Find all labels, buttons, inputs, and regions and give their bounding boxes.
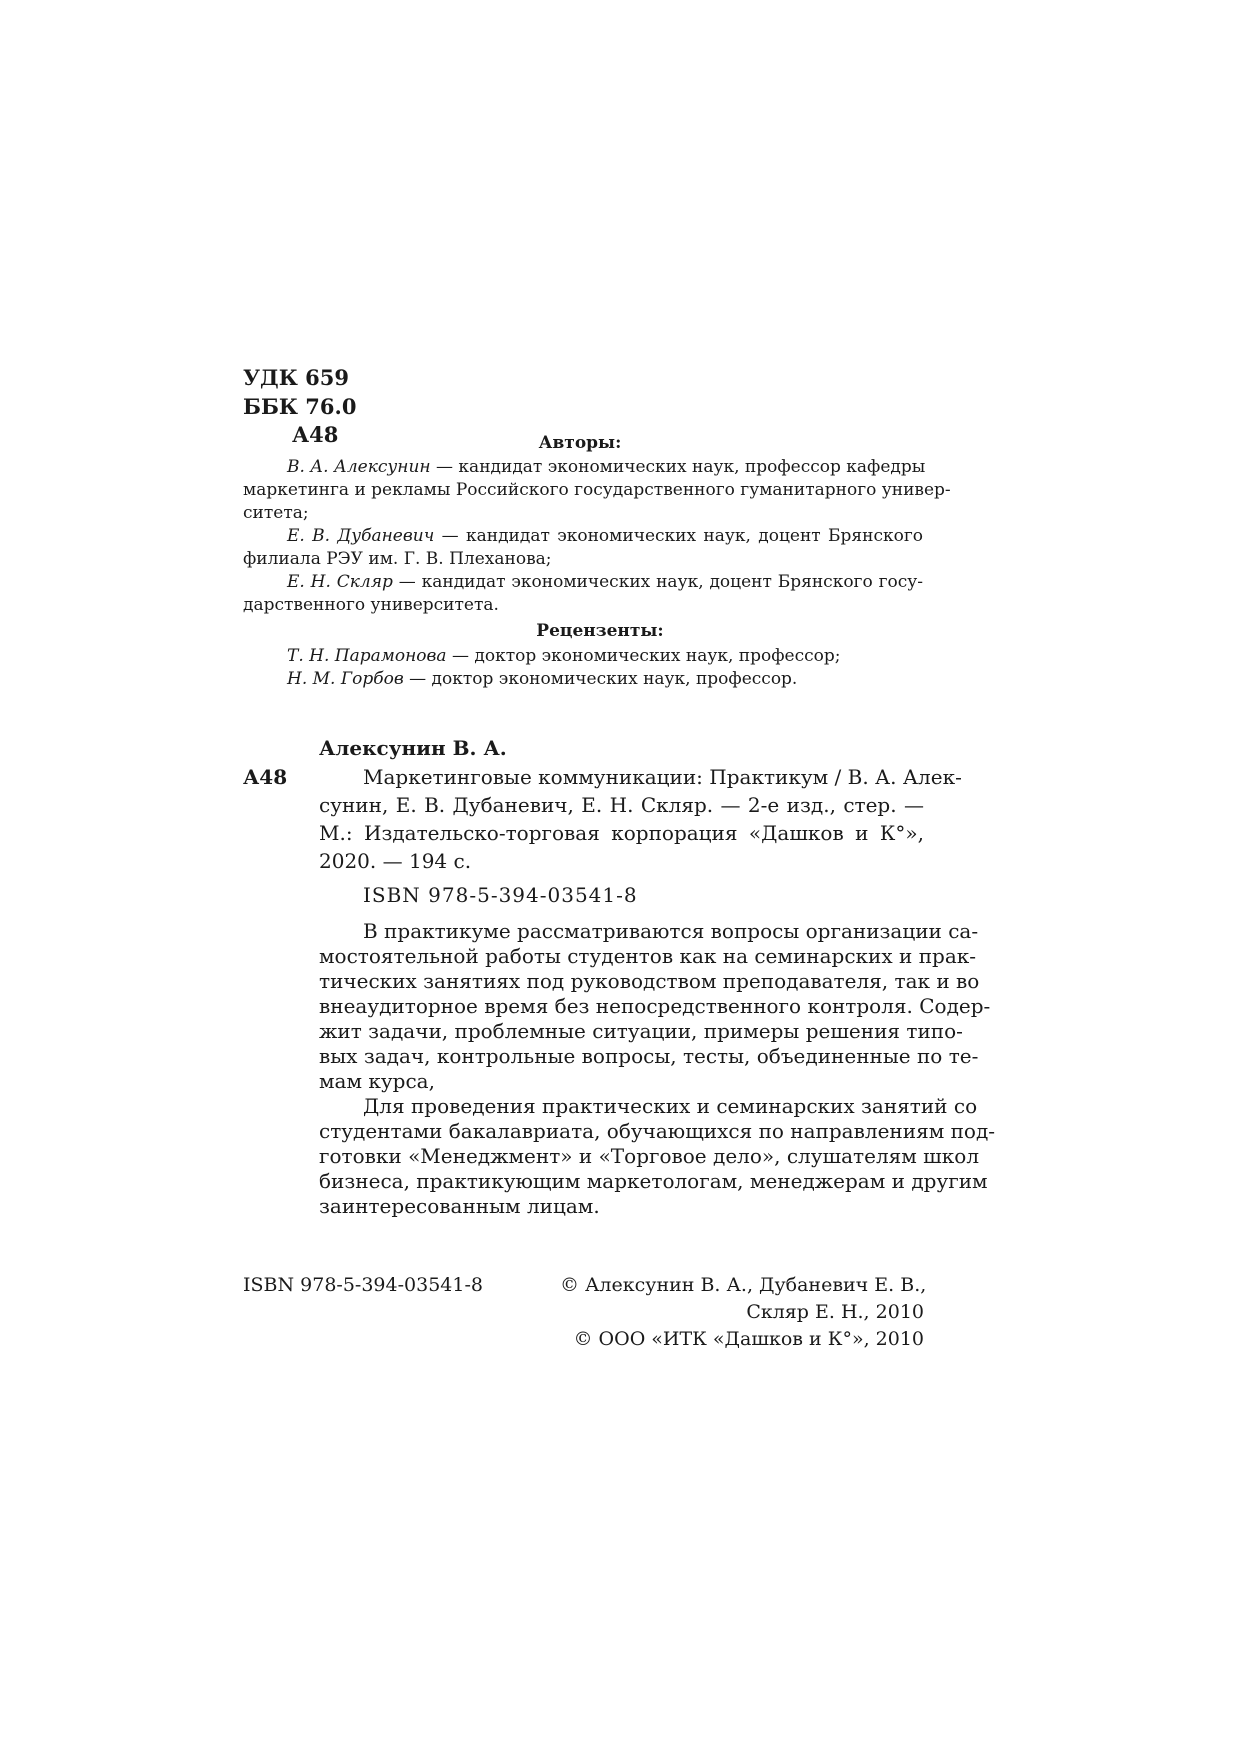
author-3-desc: — кандидат экономических наук, доцент Брянского госу- xyxy=(392,572,923,592)
bib-line-1: Маркетинговые коммуникации: Практикум / В. А. Алек- xyxy=(363,765,962,789)
annotation-p2-line-4: бизнеса, практикующим маркетологам, менеджерам и другим xyxy=(319,1169,988,1193)
annotation-p1-line-7: мам курса, xyxy=(319,1069,435,1093)
footer-copyright-line-2: Скляр Е. Н., 2010 xyxy=(746,1301,924,1323)
annotation-p1-line-6: вых задач, контрольные вопросы, тесты, объединенные по те- xyxy=(319,1044,979,1068)
entry-isbn: ISBN 978-5-394-03541-8 xyxy=(363,883,638,907)
author-2-desc: — кандидат экономических наук, доцент Брянского xyxy=(434,526,924,546)
author-mark-code: А48 xyxy=(292,422,339,447)
annotation-p1-line-1: В практикуме рассматриваются вопросы организации са- xyxy=(363,919,979,943)
author-3-name: Е. Н. Скляр xyxy=(287,572,393,592)
annotation-p2-line-5: заинтересованным лицам. xyxy=(319,1194,600,1218)
bib-line-3: М.: Издательско-торговая корпорация «Дашков и К°», xyxy=(319,821,924,845)
reviewer-2-desc: — доктор экономических наук, профессор. xyxy=(403,669,798,689)
annotation-p1-line-4: внеаудиторное время без непосредственного контроля. Содер- xyxy=(319,994,991,1018)
annotation-p1-line-3: тических занятиях под руководством преподавателя, так и во xyxy=(319,969,980,993)
reviewer-1 xyxy=(287,645,841,667)
author-3-line-1 xyxy=(287,571,923,593)
author-1-name: В. А. Алексунин xyxy=(287,457,431,477)
annotation-p2-line-3: готовки «Менеджмент» и «Торговое дело», слушателям школ xyxy=(319,1144,980,1168)
author-1-line-2: маркетинга и рекламы Российского государственного гуманитарного универ- xyxy=(243,480,951,500)
author-2-line-1 xyxy=(287,525,923,547)
annotation-p1-line-2: мостоятельной работы студентов как на семинарских и прак- xyxy=(319,944,977,968)
author-1-desc: — кандидат экономических наук, профессор кафедры xyxy=(430,457,926,477)
reviewers-heading: Рецензенты: xyxy=(536,621,664,641)
author-2-name: Е. В. Дубаневич xyxy=(287,526,435,546)
author-3-line-2: дарственного университета. xyxy=(243,595,499,615)
reviewer-1-name: Т. Н. Парамонова xyxy=(287,646,447,666)
udk-code: УДК 659 xyxy=(243,365,349,390)
annotation-p2-line-2: студентами бакалавриата, обучающихся по направлениям под- xyxy=(319,1119,996,1143)
authors-heading: Авторы: xyxy=(538,433,622,453)
footer-isbn: ISBN 978-5-394-03541-8 xyxy=(243,1274,483,1296)
bib-line-2: сунин, Е. В. Дубаневич, Е. Н. Скляр. — 2-е изд., стер. — xyxy=(319,793,924,817)
footer-copyright-line-1: © Алексунин В. А., Дубаневич Е. В., xyxy=(560,1274,927,1296)
annotation-p1-line-5: жит задачи, проблемные ситуации, примеры решения типо- xyxy=(319,1019,963,1043)
reviewer-1-desc: — доктор экономических наук, профессор; xyxy=(446,646,841,666)
bbk-code: ББК 76.0 xyxy=(243,394,357,419)
reviewer-2-name: Н. М. Горбов xyxy=(287,669,404,689)
author-1-line-1 xyxy=(287,456,926,478)
annotation-p2-line-1: Для проведения практических и семинарских занятий со xyxy=(363,1094,978,1118)
reviewer-2 xyxy=(287,668,797,690)
author-2-line-2: филиала РЭУ им. Г. В. Плеханова; xyxy=(243,549,552,569)
entry-author-heading: Алексунин В. А. xyxy=(319,736,507,760)
bib-line-4: 2020. — 194 с. xyxy=(319,849,472,873)
footer-copyright-line-3: © ООО «ИТК «Дашков и К°», 2010 xyxy=(573,1328,924,1350)
author-1-line-3: ситета; xyxy=(243,503,309,523)
entry-mark: А48 xyxy=(243,765,288,789)
